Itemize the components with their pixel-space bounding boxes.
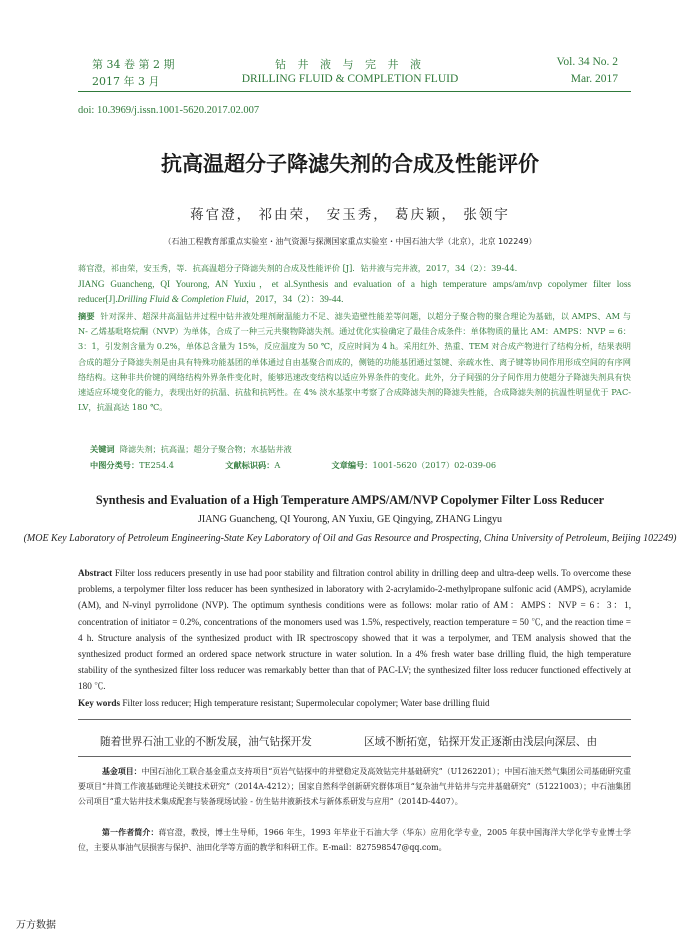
first-author-note — [78, 825, 631, 855]
citation-en-journal: Drilling Fluid & Completion Fluid — [117, 294, 247, 305]
authors-en: JIANG Guancheng, QI Yourong, AN Yuxiu, GE Qingying, ZHANG Lingyu — [197, 514, 503, 525]
affiliation: （石油工程教育部重点实验室・油气资源与探测国家重点实验室・中国石油大学（北京），北京 102249） — [163, 237, 537, 246]
footnote-rule — [78, 756, 631, 757]
fund-label: 基金项目： — [102, 767, 142, 776]
title-en: Synthesis and Evaluation of a High Temperature AMPS/AM/NVP Copolymer Filter Loss Reducer — [95, 493, 605, 507]
header-rule — [78, 91, 631, 92]
citation-cn: 蒋官澄，祁由荣，安玉秀，等．抗高温超分子降滤失剂的合成及性能评价 [J]．钻井液与完井液，2017，34（2）：39-44. — [78, 263, 518, 273]
abstract-label: 摘要 — [78, 311, 95, 321]
article-no-label: 文章编号： — [331, 460, 373, 470]
affiliation-en: (MOE Key Laboratory of Petroleum Engineering-State Key Laboratory of Oil and Gas Resource and Prospecting, China University of Petroleum, Beijing 102249) — [23, 533, 677, 544]
first-author-text: 蒋官澄，教授，博士生导师，1966 年生，1993 年毕业于石油大学（华东）应用化学专业，2005 年获中国海洋大学化学专业博士学位，主要从事油气层损害与保护、油田化学等方面的教学和科研工作。E-mail：827598547@qq.com。 — [78, 828, 631, 852]
journal-name-cn: 钻 井 液 与 完 井 液 — [275, 58, 425, 71]
first-author-label: 第一作者简介： — [102, 828, 159, 837]
abstract-en-text: Filter loss reducers presently in use had poor stability and filtration control ability in drilling deep and ultra-deep wells. To overcome these problems, a terpolymer filter loss reducer has been synthesized in laboratory with 2-acrylamido-2-methylpropane sulfonic acid (AMPS), acrylamide (AM), and N-vinyl pyrrolidone (NVP). The optimum synthesis conditions were as follows: molar ratio of AM：AMPS：NVP = 6：3：1, concentration of initiator = 0.2%, concentrations of the monomers used was 1.5%, respectively, reaction temperature = 50 ℃, and the reaction time = 4 h. Structure analysis of the synthesized product with IR spectroscopy showed that it was a terpolymer, and TEM analysis showed that the synthesized product formed an ordered space network structure in water solution. In a 4% fresh water base drilling fluid, the high temperature stability of the synthesized filter loss reducer was remarkably better than that of PAC-LV; the synthesized filter loss reducer functioned effectively at 180 ℃. — [78, 568, 631, 692]
watermark: 万方数据 — [16, 920, 56, 931]
keywords-en-text: Filter loss reducer; High temperature resistant; Supermolecular copolymer; Water base drilling fluid — [122, 698, 490, 708]
fund-note — [78, 764, 631, 809]
volume-cn: 第 34 卷 第 2 期 — [92, 58, 175, 71]
citation-en-part2: ，2017，34（2）：39-44. — [246, 294, 344, 305]
clc-label: 中图分类号： — [90, 460, 140, 470]
abstract-en-label: Abstract — [78, 568, 113, 578]
section-divider — [78, 719, 631, 720]
body-text-left: 随着世界石油工业的不断发展，油气钻探开发 — [100, 736, 312, 748]
doc-code-value: A — [274, 460, 281, 470]
doi: doi: 10.3969/j.issn.1001-5620.2017.02.007 — [78, 105, 260, 116]
volume-en: Vol. 34 No. 2 — [556, 56, 618, 68]
doc-code-label: 文献标识码： — [225, 460, 275, 470]
keywords-cn — [90, 444, 292, 455]
keywords-label: 关键词 — [90, 444, 115, 454]
authors: 蒋官澄， 祁由荣， 安玉秀， 葛庆颖， 张领宇 — [190, 207, 510, 223]
classification-row — [90, 460, 630, 471]
citation-en — [78, 277, 631, 307]
fund-text: 中国石油化工联合基金重点支持项目“页岩气钻探中的井壁稳定及高效钻完井基础研究”（U1262201）；中国石油天然气集团公司基础研究重要项目“井筒工作液基础理论关键技术研究”（2014A-4212）；国家自然科学创新研究群体项目“复杂油气井钻井与完井基础研究”（51221003）；中石油集团公司项目“重大钻井技术集成配套与装备现场试验 - 仿生钻井液新技术与新体系研发与应用”（2014D-4407）。 — [78, 767, 631, 806]
citation-en-part1: JIANG Guancheng, QI Yourong, AN Yuxiu，et al.Synthesis and evaluation of a high temperature amps/am/nvp copolymer filter loss reducer[J]. — [78, 279, 631, 305]
clc-value: TE254.4 — [139, 460, 175, 470]
abstract-cn — [78, 309, 631, 415]
article-no-value: 1001-5620（2017）02-039-06 — [372, 460, 497, 470]
date-cn: 2017 年 3 月 — [92, 75, 160, 88]
keywords-cn-text: 降滤失剂；抗高温；超分子聚合物；水基钻井液 — [119, 444, 292, 454]
body-text-right: 区域不断拓宽，钻探开发正逐渐由浅层向深层、由 — [364, 736, 598, 748]
abstract-en — [78, 565, 631, 695]
page-title: 抗高温超分子降滤失剂的合成及性能评价 — [161, 152, 539, 176]
abstract-cn-text: 针对深井、超深井高温钻井过程中钻井液处理剂耐温能力不足、滤失造壁性能差等问题，以超分子聚合物的聚合理论为基础，以 AMPS、AM 与 N- 乙烯基吡咯烷酮（NVP）为单体，合成了一种三元共聚物降滤失剂。通过优化实验确定了最佳合成条件：单体物质的量比 AM：AMPS：NVP = 6：3：1，引发剂含量为 0.2%，单体总含量为 15%，反应温度为 50 ℃，反应时间为 4 h。采用红外、热重、TEM 对合成产物进行了结构分析，结果表明合成的超分子降滤失剂是由具有特殊功能基团的单体通过自由基聚合而成的，侧链的功能基团通过氢键、亲疏水性、离子键等协同作用形成空间的有序网络结构。这种非共价键的网络结构外界条件变化时，能够迅速改变结构以适应外界条件的变化。此外，分子间强的分子间作用力使超分子降滤失剂具有快速适应环境变化的能力，表现出好的抗温、抗盐和抗钙性。在 4% 淡水基浆中考察了合成降滤失剂的降滤失性能，合成降滤失剂的抗温性明显优于 PAC-LV，抗温高达 180 ℃。 — [78, 311, 631, 413]
journal-name-en: DRILLING FLUID & COMPLETION FLUID — [241, 73, 459, 85]
keywords-en — [78, 695, 631, 711]
date-en: Mar. 2017 — [570, 73, 618, 85]
keywords-en-label: Key words — [78, 698, 121, 708]
